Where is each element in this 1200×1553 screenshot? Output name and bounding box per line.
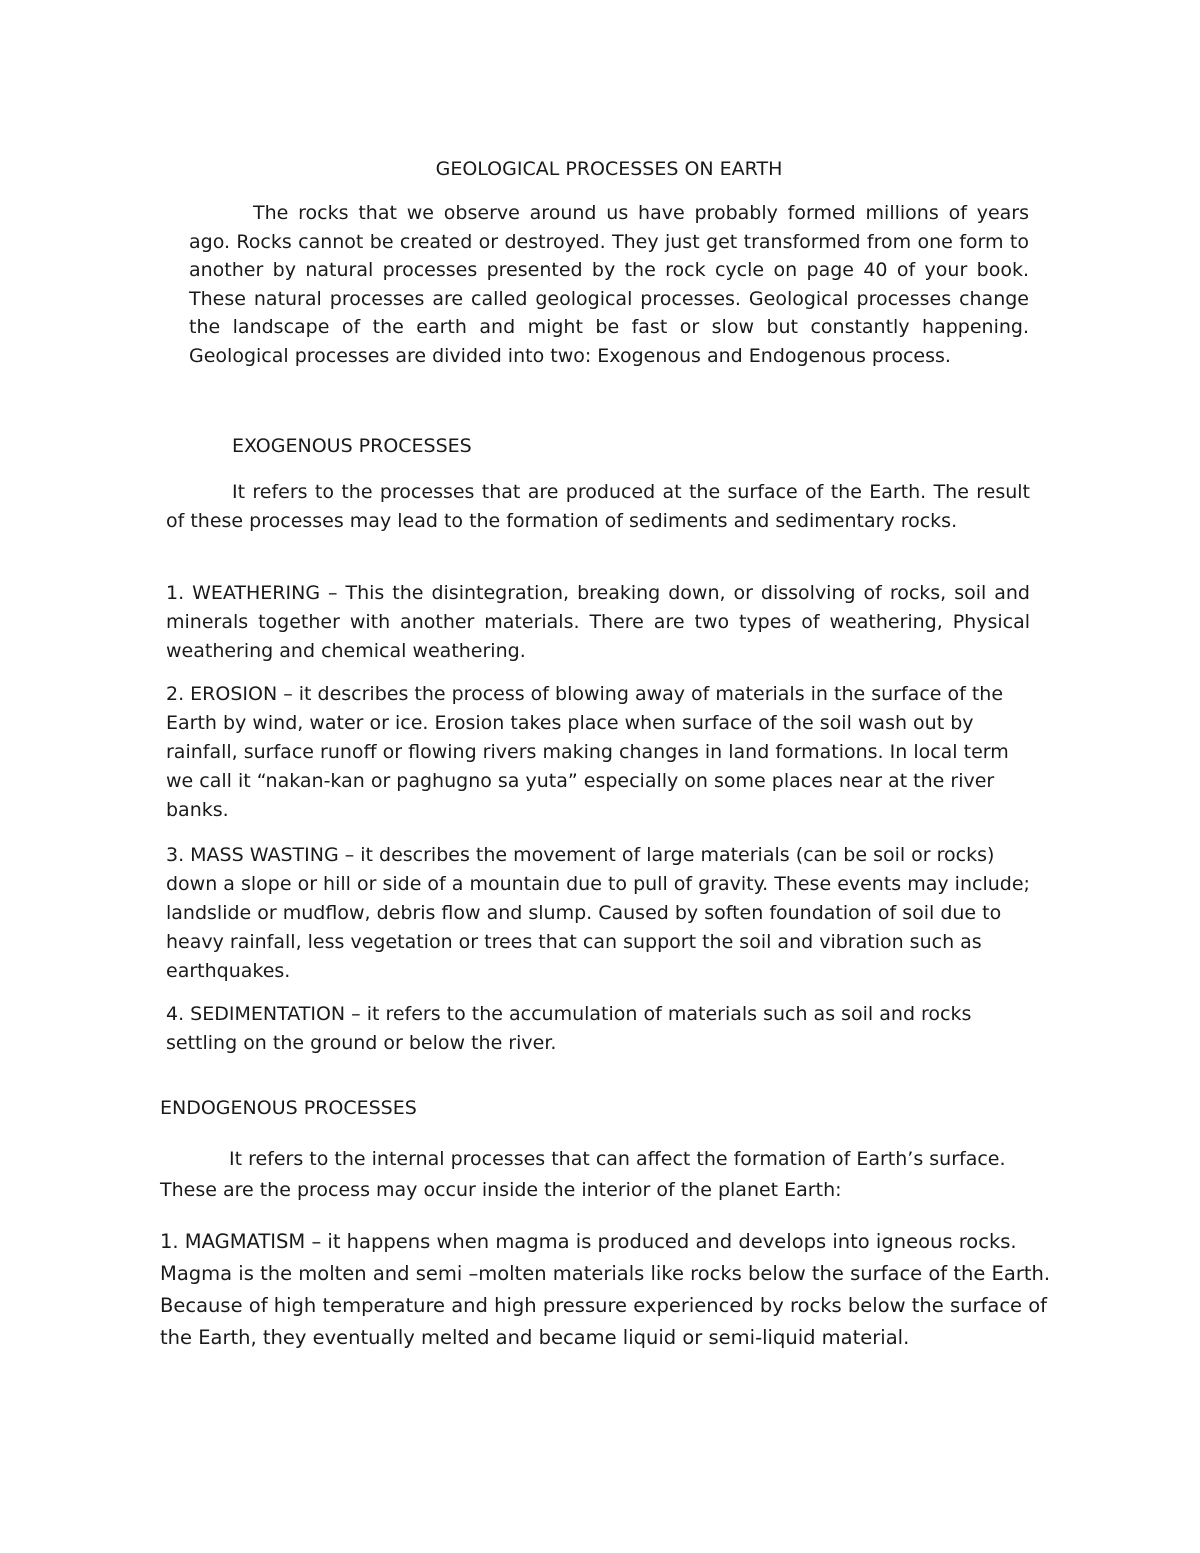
item-text: – This the disintegration, breaking down, or dissolving of rocks, soil and minerals together with another materials. There are two types of weathering, Physical weathering and chemical weathering. — [166, 582, 1030, 662]
exogenous-intro: It refers to the processes that are produced at the surface of the Earth. The result of these processes may lead to the formation of sediments and sedimentary rocks. — [166, 481, 1030, 532]
intro-paragraph: The rocks that we observe around us have probably formed millions of years ago. Rocks cannot be created or destroyed. They just get transformed from one form to another by natural processes presented by the rock cycle on page 40 of your book. These natural processes are called geological processes. Geological processes change the landscape of the earth and might be fast or slow but constantly happening. Geological processes are divided into two: Exogenous and Endogenous process. — [189, 202, 1029, 367]
sedimentation-item — [166, 1000, 1030, 1058]
item-text: – it happens when magma is produced and develops into igneous rocks. Magma is the molten and semi –molten materials like rocks below the surface of the Earth. Because of high temperature and high pressure experienced by rocks below the surface of the Earth, they eventually melted and became liquid or semi-liquid material. — [160, 1230, 1051, 1349]
document-title: GEOLOGICAL PROCESSES ON EARTH — [435, 158, 783, 180]
endogenous-intro: It refers to the internal processes that can affect the formation of Earth’s surface. These are the process may occur inside the interior of the planet Earth: — [160, 1148, 1006, 1201]
endogenous-heading: ENDOGENOUS PROCESSES — [160, 1097, 417, 1119]
item-text: – it describes the movement of large materials (can be soil or rocks) down a slope or hill or side of a mountain due to pull of gravity. These events may include; landslide or mudflow, debris flow and slump. Caused by soften foundation of soil due to heavy rainfall, less vegetation or trees that can support the soil and vibration such as earthquakes. — [166, 844, 1030, 982]
item-lead: 1. MAGMATISM — [160, 1230, 306, 1253]
item-text: – it describes the process of blowing away of materials in the surface of the Earth by wind, water or ice. Erosion takes place when surface of the soil wash out by rainfall, surface runoff or flowing rivers making changes in land formations. In local term we call it “nakan-kan or paghugno sa yuta” especially on some places near at the river banks. — [166, 683, 1009, 821]
item-lead: 3. MASS WASTING — [166, 844, 339, 866]
item-lead: 1. WEATHERING — [166, 582, 321, 604]
magmatism-item — [160, 1226, 1060, 1354]
exogenous-heading: EXOGENOUS PROCESSES — [232, 435, 472, 457]
item-text: – it refers to the accumulation of materials such as soil and rocks settling on the ground or below the river. — [166, 1003, 972, 1054]
mass-wasting-item — [166, 841, 1030, 986]
item-lead: 2. EROSION — [166, 683, 278, 705]
weathering-item — [166, 579, 1030, 666]
erosion-item — [166, 680, 1030, 825]
item-lead: 4. SEDIMENTATION — [166, 1003, 346, 1025]
